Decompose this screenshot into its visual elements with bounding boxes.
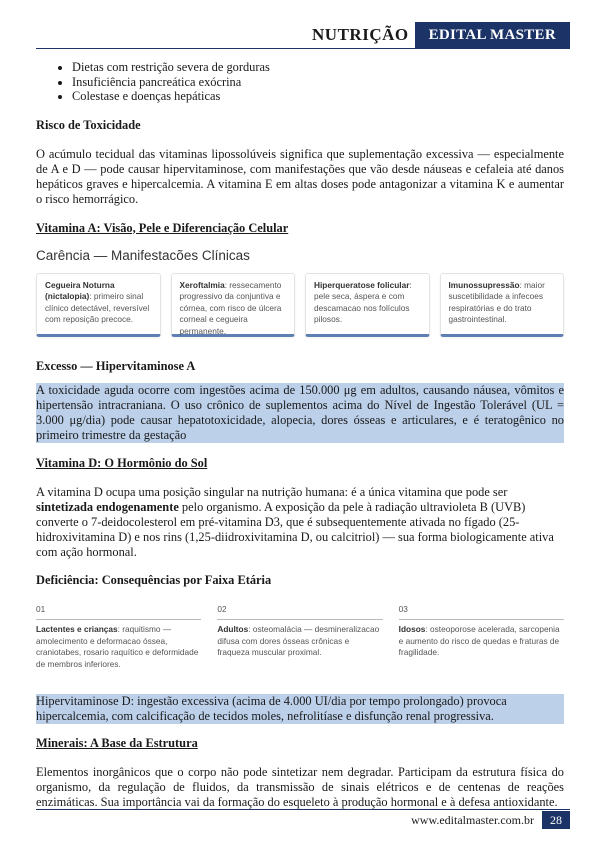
card-term: Imunossupressão (448, 279, 520, 290)
card-text: : ressecamento progressivo da conjuntiva e córnea, com risco de úlcera corneal e cegueira permanente. (179, 279, 282, 336)
paragraph: Elementos inorgânicos que o corpo não pode sintetizar nem degradar. Participam da estrutura física do organismo, da regulação de fluidos, da transmissão de sinais elétricos e de centenas de reações enzimáticas. Sua importância vai da formação do esqueleto à produção hormonal e à defesa antioxidante. (36, 765, 564, 809)
footer-divider (36, 809, 570, 810)
card-term: Cegueira Noturna (nictalopia) (45, 279, 115, 301)
stage-term: Idosos (398, 624, 426, 634)
section-heading: Deficiência: Consequências por Faixa Etária (36, 572, 272, 587)
section-heading: Vitamina D: O Hormônio do Sol (36, 455, 208, 470)
card (305, 273, 430, 337)
header-subject: NUTRIÇÃO (312, 25, 409, 44)
stage-item (217, 604, 382, 671)
stage-item (399, 604, 564, 671)
section-heading: Vitamina A: Visão, Pele e Diferenciação Celular (36, 220, 289, 235)
card-term: Xeroftalmia (179, 279, 225, 290)
card-term: Hiperqueratose folicular (314, 279, 410, 290)
symptom-cards (36, 273, 564, 337)
bold-term: sintetizada endogenamente (36, 499, 179, 514)
stage-term: Lactentes e crianças (36, 624, 118, 634)
stage-number: 03 (399, 604, 564, 621)
header-brand: EDITAL MASTER (415, 22, 570, 48)
card (440, 273, 565, 337)
card-text: : maior suscetibilidade a infecoes respiratórias e do trato gastrointestinal. (448, 279, 545, 324)
stage-text: : osteoporose acelerada, sarcopenia e aumento do risco de quedas e fraturas de fragilidade. (398, 624, 560, 657)
card-group-heading: Carência — Manifestacões Clínicas (36, 247, 250, 263)
page-content (36, 60, 564, 810)
age-stages (36, 604, 564, 671)
section-heading: Risco de Toxicidade (36, 117, 141, 132)
page-number: 28 (542, 811, 570, 829)
footer-url[interactable]: www.editalmaster.com.br (411, 812, 534, 827)
page-footer (411, 811, 570, 829)
card (171, 273, 296, 337)
list-item: • Dietas com restrição severa de gorduras (72, 60, 564, 75)
stage-term: Adultos (217, 624, 249, 634)
stage-text: : osteomalácia — desmineralizacao difusa com dores ósseas crônicas e fraqueza muscular proximal. (217, 624, 380, 657)
paragraph: A vitamina D ocupa uma posição singular na nutrição humana: é a única vitamina que pode ser sintetizada endogenamente pelo organismo. A exposição da pele à radiação ultravioleta B (UVB) converte o 7-deidocolesterol em pré-vitamina D3, que é subsequentemente ativada no fígado (25-hidroxivitamina D) e nos rins (1,25-diidroxivitamina D, ou calcitriol) — sua forma biologicamente ativa com ação hormonal. (36, 484, 554, 559)
highlighted-paragraph: A toxicidade aguda ocorre com ingestões acima de 150.000 μg em adultos, causando náusea, vômitos e hipertensão intracraniana. O uso crônico de suplementos acima do Nível de Ingestão Tolerável (UL = 3.000 μg/dia) pode causar hepatotoxicidade, alopecia, dores ósseas e articulares, e é teratogênico no primeiro trimestre da gestação (36, 382, 564, 442)
highlighted-paragraph: Hipervitaminose D: ingestão excessiva (acima de 4.000 UI/dia por tempo prolongado) provoca hipercalcemia, com calcificação de tecidos moles, nefrolitíase e disfunção renal progressiva. (36, 694, 564, 724)
stage-item (36, 604, 201, 671)
stage-text: : raquitismo — amolecimento e deformacao óssea, craniotabes, rosario raquítico e deformidade de membros inferiores. (36, 624, 199, 669)
stage-number: 02 (217, 604, 382, 621)
paragraph: O acúmulo tecidual das vitaminas lipossolúveis significa que suplementação excessiva — especialmente de A e D — pode causar hipervitaminose, com manifestações que vão desde náuseas e cefaleia até danos hepáticos graves e hipercalcemia. A vitamina E em altas doses pode antagonizar a vitamina K e aumentar o risco hemorrágico. (36, 146, 564, 206)
card-text: : pele seca, áspera e com descamacao nos folículos pilosos. (314, 279, 412, 324)
list-item: • Colestase e doenças hepáticas (72, 89, 564, 104)
card-text: : primeiro sinal clínico detectável, reversível com reposição precoce. (45, 291, 150, 324)
header-divider (36, 48, 570, 49)
page-header (312, 22, 570, 48)
section-heading: Minerais: A Base da Estrutura (36, 736, 198, 750)
bullet-list (36, 60, 564, 104)
section-heading: Excesso — Hipervitaminose A (36, 358, 196, 373)
stage-number: 01 (36, 604, 201, 621)
list-item: • Insuficiência pancreática exócrina (72, 75, 564, 90)
card (36, 273, 161, 337)
